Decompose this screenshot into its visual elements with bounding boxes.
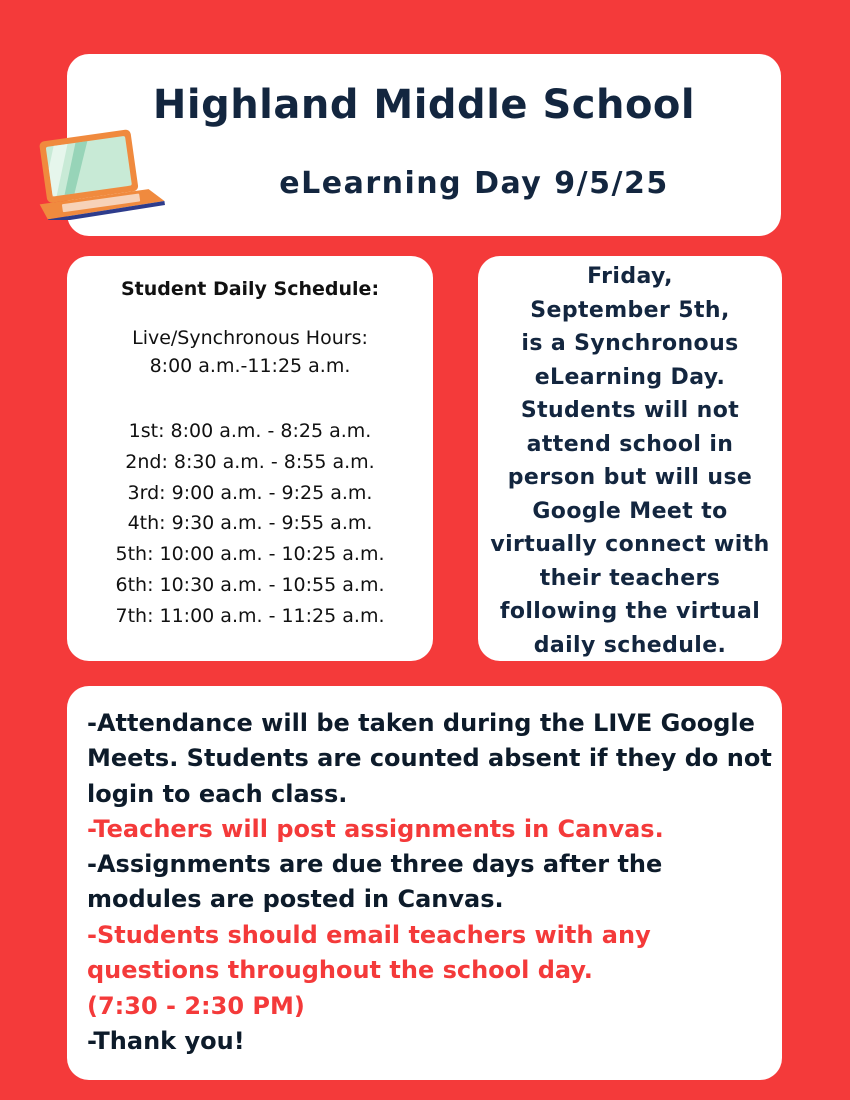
notes-card	[67, 686, 782, 1080]
school-hours-note: (7:30 - 2:30 PM)	[87, 992, 305, 1020]
period-item: 2nd: 8:30 a.m. - 8:55 a.m.	[125, 450, 375, 473]
friday-line: attend school in	[526, 431, 734, 457]
schedule-card	[67, 256, 433, 661]
friday-info-card	[478, 256, 782, 661]
friday-line: their teachers	[539, 565, 721, 591]
email-note: -Students should email teachers with any questions throughout the school day.	[87, 921, 651, 985]
live-hours-block	[67, 324, 433, 380]
thank-you-note: -Thank you!	[87, 1027, 245, 1055]
live-hours-label: Live/Synchronous Hours:	[132, 327, 368, 349]
friday-line: Students will not	[520, 398, 740, 423]
friday-line: Friday,	[587, 264, 673, 289]
period-list	[61, 416, 439, 632]
live-hours-value: 8:00 a.m.-11:25 a.m.	[149, 355, 351, 377]
friday-line: virtually connect with	[490, 532, 770, 557]
friday-line: daily schedule.	[533, 632, 727, 658]
friday-info-text	[474, 260, 786, 662]
page-subtitle: eLearning Day 9/5/25	[279, 166, 669, 201]
attendance-note: -Attendance will be taken during the LIVE Google Meets. Students are counted absent if they do not login to each class.	[87, 709, 772, 808]
period-item: 1st: 8:00 a.m. - 8:25 a.m.	[128, 420, 372, 442]
period-item: 7th: 11:00 a.m. - 11:25 a.m.	[115, 604, 385, 627]
friday-line: September 5th,	[530, 297, 730, 323]
period-item: 6th: 10:30 a.m. - 10:55 a.m.	[115, 573, 385, 596]
period-item: 4th: 9:30 a.m. - 9:55 a.m.	[127, 512, 373, 535]
friday-line: is a Synchronous	[521, 331, 739, 356]
friday-line: eLearning Day.	[534, 364, 726, 390]
period-item: 5th: 10:00 a.m. - 10:25 a.m.	[115, 543, 385, 566]
friday-line: following the virtual	[499, 599, 761, 624]
assignments-post-note: -Teachers will post assignments in Canvas.	[87, 815, 664, 843]
friday-line: Google Meet to	[532, 498, 728, 524]
friday-line: person but will use	[507, 465, 753, 490]
schedule-title: Student Daily Schedule:	[120, 278, 380, 300]
page-title: Highland Middle School	[152, 82, 696, 128]
assignments-due-note: -Assignments are due three days after the modules are posted in Canvas.	[87, 850, 663, 914]
period-item: 3rd: 9:00 a.m. - 9:25 a.m.	[127, 481, 373, 504]
header-card	[67, 54, 781, 236]
laptop-icon	[28, 128, 168, 220]
